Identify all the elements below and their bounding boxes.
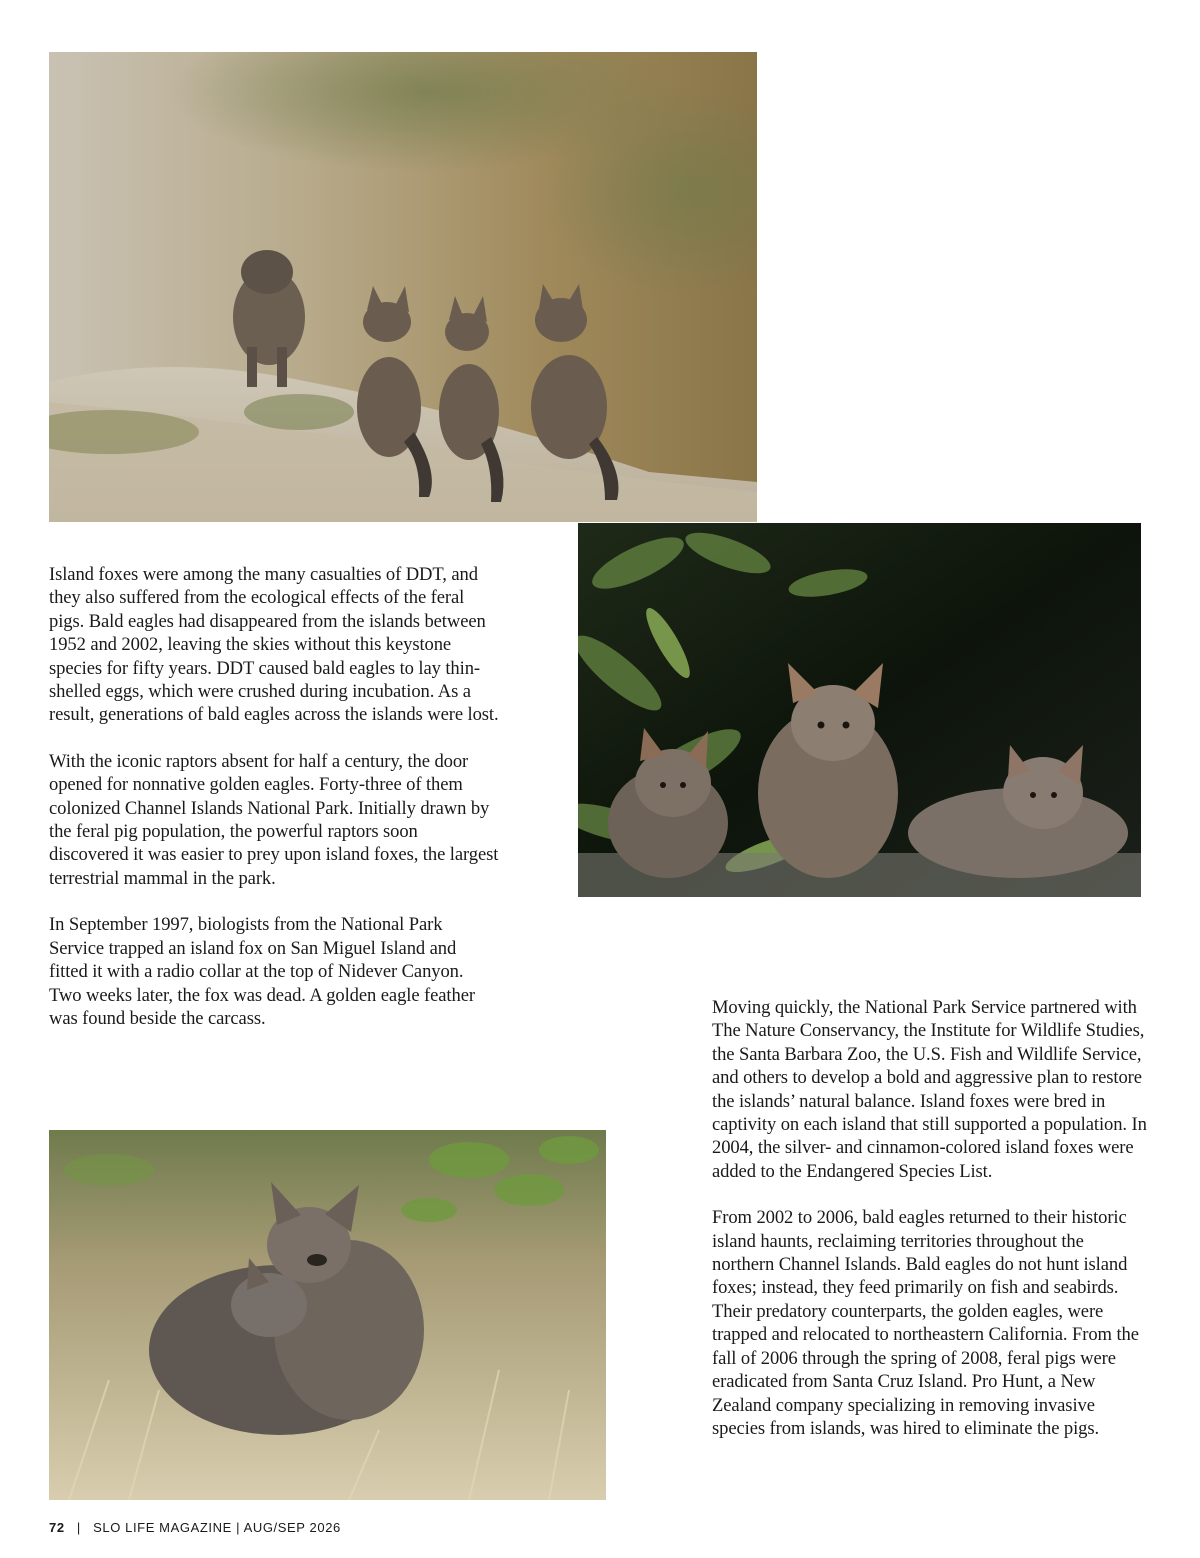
- paragraph: From 2002 to 2006, bald eagles returned to their historic island haunts, reclaiming territories throughout the northern Channel Islands. Bald eagles do not hunt island foxes; instead, they feed primarily on fish and seabirds. Their predatory counterparts, the golden eagles, were trapped and relocated to northeastern California. From the fall of 2006 through the spring of 2008, feral pigs were eradicated from Santa Cruz Island. Pro Hunt, a New Zealand company specializing in removing invasive species from islands, was hired to eliminate the pigs.: [712, 1207, 1139, 1439]
- fox-pups-shade-image: [578, 523, 1141, 897]
- page-number: 72: [49, 1520, 65, 1535]
- fox-pups-cuddling-image: [49, 1130, 606, 1500]
- issue-date: | AUG/SEP 2026: [236, 1520, 341, 1535]
- paragraph: Moving quickly, the National Park Service partnered with The Nature Conservancy, the Institute for Wildlife Studies, the Santa Barbara Zoo, the U.S. Fish and Wildlife Service, and others to develop a bold and aggressive plan to restore the islands’ natural balance. Island foxes were bred in captivity on each island that still supported a population. In 2004, the silver- and cinnamon-colored island foxes were added to the Endangered Species List.: [712, 997, 1147, 1182]
- article-right-column: [712, 996, 1147, 1463]
- paragraph: In September 1997, biologists from the National Park Service trapped an island fox on San Miguel Island and fitted it with a radio collar at the top of Nidever Canyon. Two weeks later, the fox was dead. A golden eagle feather was found beside the carcass.: [49, 914, 475, 1029]
- article-left-column: [49, 563, 499, 1053]
- fox-pups-cuddling-photo: [49, 1130, 606, 1500]
- fox-pups-in-shade-photo: [578, 523, 1141, 897]
- page-footer: [49, 1520, 341, 1535]
- paragraph: With the iconic raptors absent for half a century, the door opened for nonnative golden eagles. Forty-three of them colonized Channel Islands National Park. Initially drawn by the feral pig population, the powerful raptors soon discovered it was easier to prey upon island foxes, the largest terrestrial mammal in the park.: [49, 750, 499, 889]
- paragraph: Island foxes were among the many casualties of DDT, and they also suffered from the ecological effects of the feral pigs. Bald eagles had disappeared from the islands between 1952 and 2002, leaving the skies without this keystone species for fifty years. DDT caused bald eagles to lay thin-shelled eggs, which were crushed during incubation. As a result, generations of bald eagles across the islands were lost.: [49, 564, 499, 726]
- footer-separator: |: [76, 1520, 81, 1535]
- magazine-name: SLO LIFE MAGAZINE: [93, 1520, 232, 1535]
- fox-family-image: [49, 52, 757, 522]
- fox-family-on-trail-photo: [49, 52, 757, 522]
